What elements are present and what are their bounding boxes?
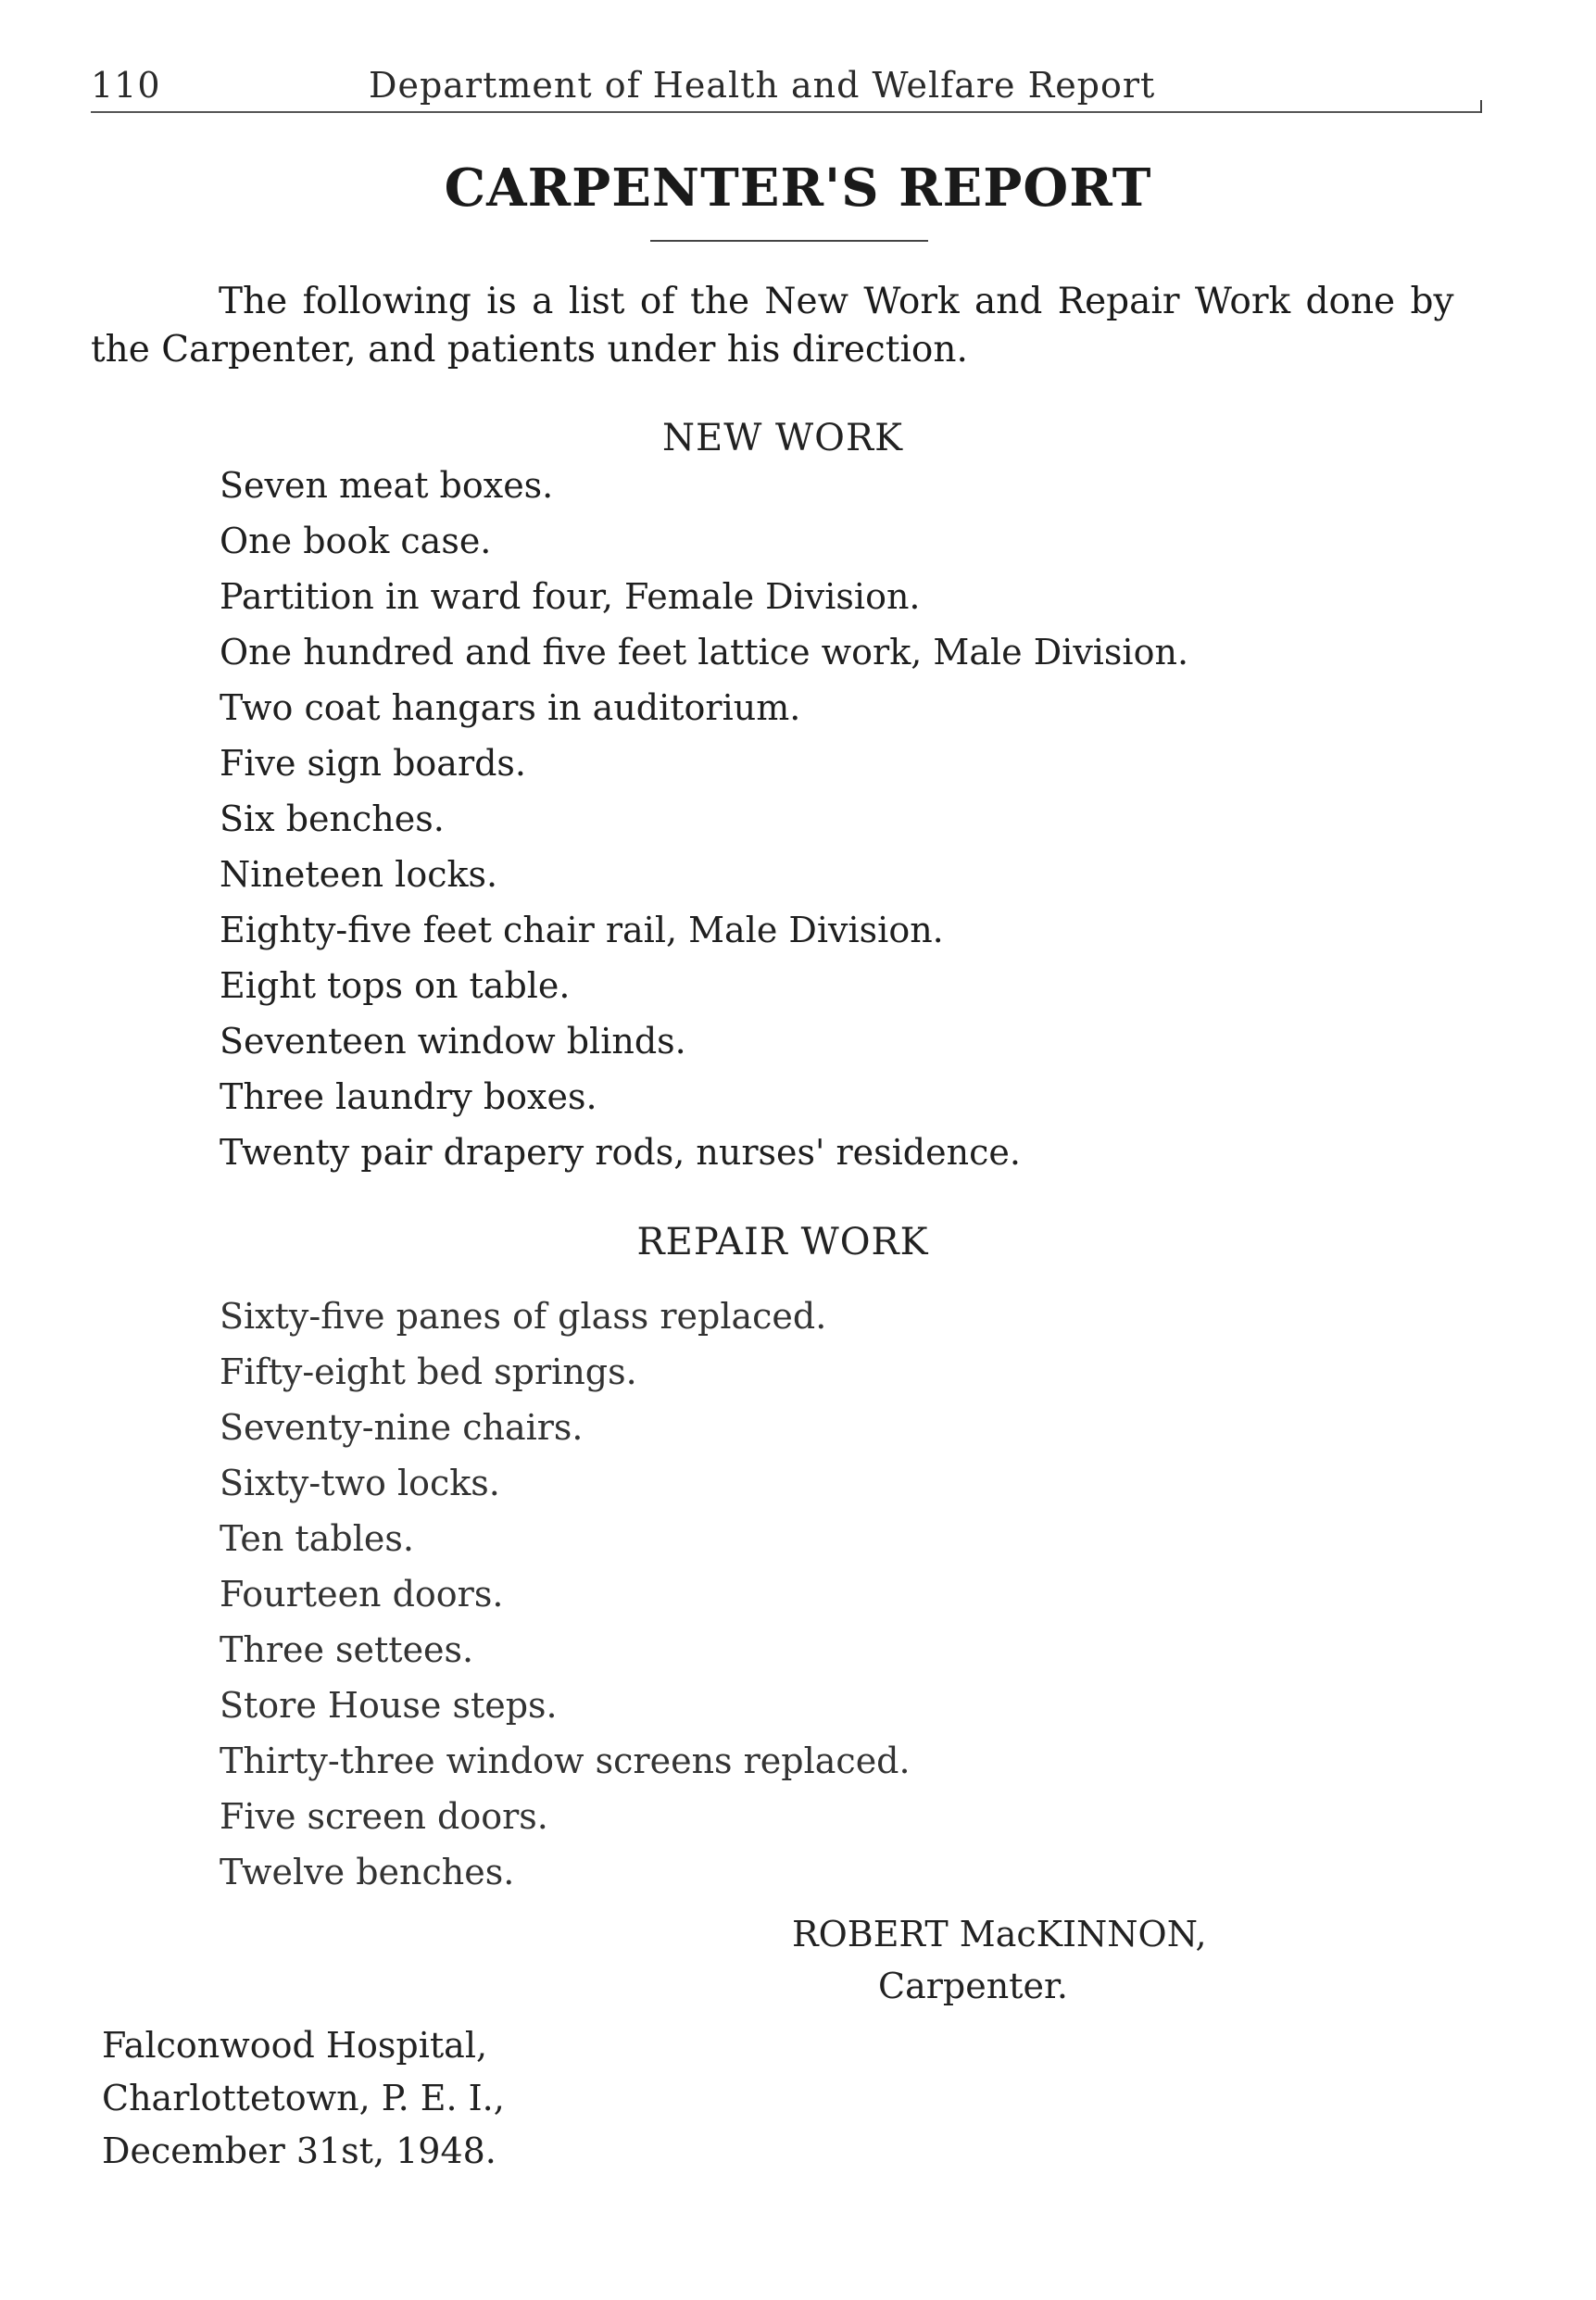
- list-item: One book case.: [220, 521, 492, 561]
- list-item: Seventy-nine chairs.: [220, 1407, 584, 1448]
- list-item: Five screen doors.: [220, 1796, 548, 1837]
- list-item: Nineteen locks.: [220, 854, 498, 895]
- signatory-role: Carpenter.: [878, 1966, 1069, 2006]
- list-item: Thirty-three window screens replaced.: [220, 1741, 911, 1781]
- signature-block: [792, 1908, 1207, 2012]
- list-item: Sixty-two locks.: [220, 1463, 500, 1503]
- list-item: Fifty-eight bed springs.: [220, 1351, 637, 1392]
- address-line-city: Charlottetown, P. E. I.,: [102, 2078, 505, 2118]
- address-block: [102, 2019, 505, 2178]
- list-item: Eight tops on table.: [220, 965, 571, 1006]
- list-item: Partition in ward four, Female Division.: [220, 576, 921, 617]
- intro-line-1: The following is a list of the New Work and Repair Work done by: [219, 281, 1454, 322]
- list-item: Two coat hangars in auditorium.: [220, 687, 801, 728]
- new-work-heading: NEW WORK: [662, 417, 903, 459]
- report-title: CARPENTER'S REPORT: [444, 157, 1152, 219]
- list-item: Twelve benches.: [220, 1852, 515, 1892]
- list-item: Ten tables.: [220, 1518, 414, 1559]
- address-line-institution: Falconwood Hospital,: [102, 2025, 488, 2066]
- list-item: Sixty-five panes of glass replaced.: [220, 1296, 827, 1337]
- list-item: One hundred and five feet lattice work, Male Division.: [220, 632, 1189, 672]
- list-item: Three settees.: [220, 1629, 474, 1670]
- repair-work-list: [220, 1288, 911, 1900]
- header-rule: [91, 111, 1482, 113]
- list-item: Five sign boards.: [220, 743, 527, 784]
- list-item: Three laundry boxes.: [220, 1076, 597, 1117]
- signatory-name: ROBERT MacKINNON,: [792, 1914, 1207, 1954]
- list-item: Seven meat boxes.: [220, 465, 554, 506]
- running-title: Department of Health and Welfare Report: [369, 65, 1156, 106]
- list-item: Twenty pair drapery rods, nurses' residence.: [220, 1132, 1021, 1173]
- new-work-list: [220, 458, 1188, 1180]
- title-rule: [650, 240, 928, 242]
- list-item: Fourteen doors.: [220, 1574, 504, 1615]
- list-item: Seventeen window blinds.: [220, 1021, 686, 1062]
- address-line-date: December 31st, 1948.: [102, 2130, 496, 2171]
- repair-work-heading: REPAIR WORK: [636, 1221, 929, 1263]
- header-rule-end-mark: [1480, 100, 1482, 113]
- intro-paragraph: [91, 278, 1489, 374]
- list-item: Eighty-five feet chair rail, Male Division.: [220, 910, 944, 950]
- intro-line-2: the Carpenter, and patients under his direction.: [91, 329, 968, 371]
- list-item: Six benches.: [220, 798, 445, 839]
- list-item: Store House steps.: [220, 1685, 558, 1726]
- page-number: 110: [91, 65, 161, 106]
- running-head: [91, 65, 1482, 117]
